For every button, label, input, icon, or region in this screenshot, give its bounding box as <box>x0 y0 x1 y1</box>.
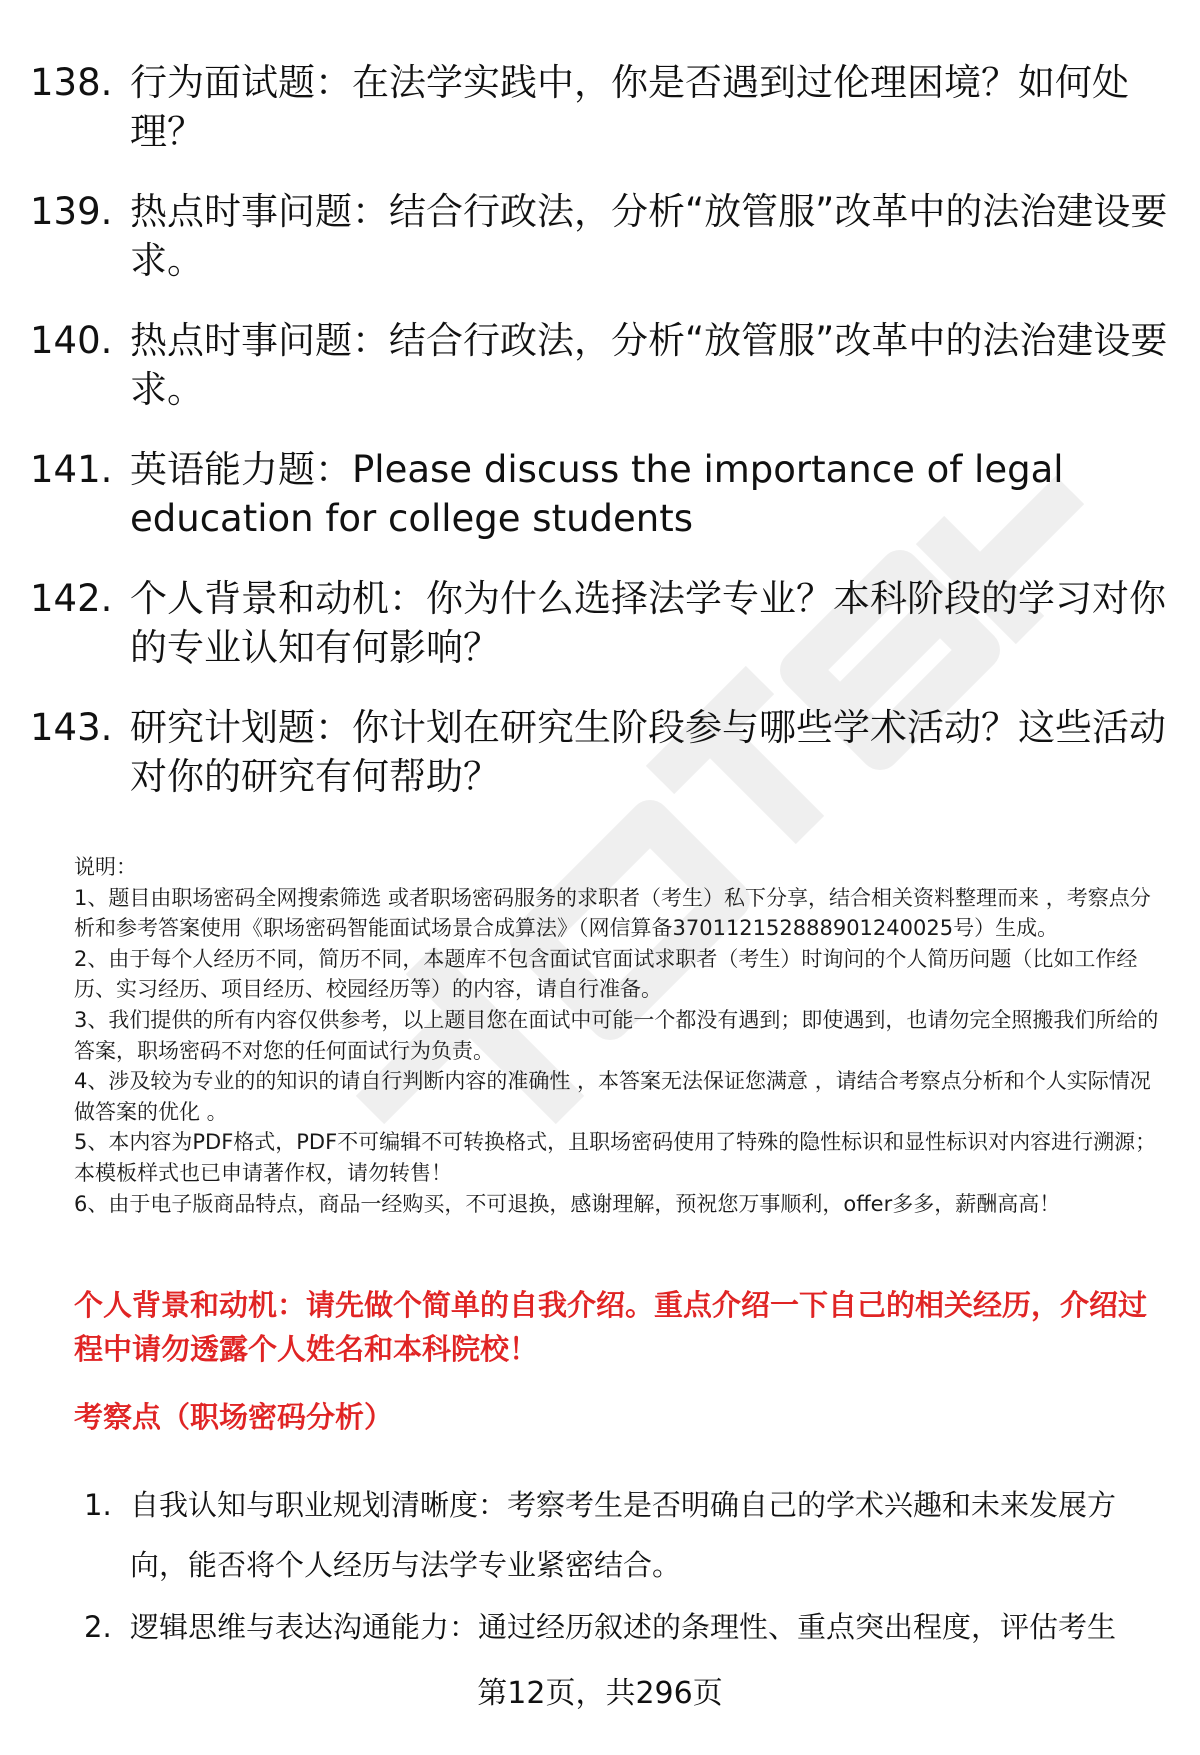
question-number: 142. <box>30 577 113 620</box>
question-text: 研究计划题：你计划在研究生阶段参与哪些学术活动？这些活动对你的研究有何帮助？ <box>130 706 1166 798</box>
note-item: 3、我们提供的所有内容仅供参考，以上题目您在面试中可能一个都没有遇到；即使遇到，也请勿完全照搬我们所给的答案，职场密码不对您的任何面试行为负责。 <box>74 1007 1159 1063</box>
question-item <box>30 187 1180 285</box>
analysis-point <box>84 1597 1164 1657</box>
point-text: 逻辑思维与表达沟通能力：通过经历叙述的条理性、重点突出程度，评估考生 <box>130 1610 1117 1644</box>
question-number: 139. <box>30 190 113 233</box>
note-item: 6、由于电子版商品特点，商品一经购买，不可退换，感谢理解，预祝您万事顺利，offer多多，薪酬高高！ <box>74 1191 1061 1216</box>
question-item <box>30 316 1180 414</box>
question-text: 英语能力题：Please discuss the importance of legal education for college students <box>130 448 1064 540</box>
point-text: 自我认知与职业规划清晰度：考察考生是否明确自己的学术兴趣和未来发展方向，能否将个人经历与法学专业紧密结合。 <box>130 1488 1117 1582</box>
question-list <box>30 58 1180 832</box>
note-item: 4、涉及较为专业的的知识的请自行判断内容的准确性 ，本答案无法保证您满意 ，请结合考察点分析和个人实际情况做答案的优化 。 <box>74 1069 1151 1124</box>
question-text: 热点时事问题：结合行政法，分析“放管服”改革中的法治建设要求。 <box>130 319 1168 411</box>
note-item: 5、本内容为PDF格式，PDF不可编辑不可转换格式，且职场密码使用了特殊的隐性标识和显性标识对内容进行溯源；本模板样式也已申请著作权，请勿转售！ <box>74 1130 1157 1185</box>
point-number: 1. <box>84 1488 112 1522</box>
question-text: 个人背景和动机：你为什么选择法学专业？本科阶段的学习对你的专业认知有何影响？ <box>130 577 1166 669</box>
featured-question: 个人背景和动机：请先做个简单的自我介绍。重点介绍一下自己的相关经历，介绍过程中请勿透露个人姓名和本科院校！ <box>74 1288 1148 1366</box>
notes-title: 说明： <box>74 855 137 879</box>
notes-section <box>74 852 1159 1219</box>
question-item <box>30 445 1180 543</box>
question-number: 140. <box>30 319 113 362</box>
analysis-points <box>84 1475 1164 1659</box>
question-number: 138. <box>30 61 113 104</box>
question-text: 行为面试题：在法学实践中，你是否遇到过伦理困境？如何处理？ <box>130 61 1129 153</box>
note-item: 1、题目由职场密码全网搜索筛选 或者职场密码服务的求职者（考生）私下分享，结合相关资料整理而来 ，考察点分析和参考答案使用《职场密码智能面试场景合成算法》（网信算备370112152888901240025号）生成。 <box>74 885 1151 941</box>
question-item <box>30 703 1180 801</box>
point-number: 2. <box>84 1610 112 1644</box>
page-footer: 第12页，共296页 <box>477 1676 723 1711</box>
analysis-heading: 考察点（职场密码分析） <box>74 1400 394 1434</box>
analysis-point <box>84 1475 1164 1595</box>
question-number: 143. <box>30 706 113 749</box>
question-text: 热点时事问题：结合行政法，分析“放管服”改革中的法治建设要求。 <box>130 190 1168 282</box>
note-item: 2、由于每个人经历不同，简历不同，本题库不包含面试官面试求职者（考生）时询问的个人简历问题（比如工作经历、实习经历、项目经历、校园经历等）的内容，请自行准备。 <box>74 946 1138 1002</box>
question-item <box>30 574 1180 672</box>
question-item <box>30 58 1180 156</box>
question-number: 141. <box>30 448 113 491</box>
